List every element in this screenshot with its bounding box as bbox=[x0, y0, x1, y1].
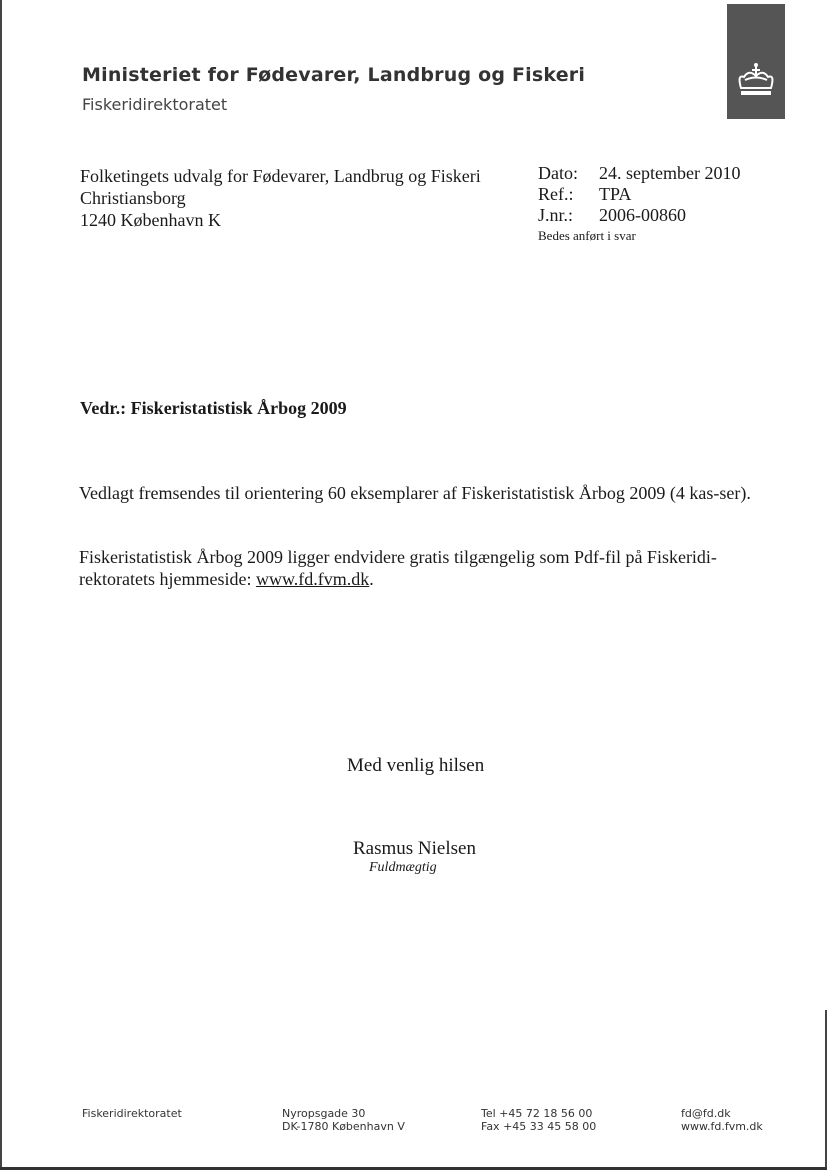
date-value: 24. september 2010 bbox=[599, 163, 741, 183]
ref-value: TPA bbox=[599, 184, 632, 204]
jnr-row bbox=[538, 205, 740, 226]
ref-row bbox=[538, 184, 740, 205]
body-paragraph-1: Vedlagt fremsendes til orientering 60 eksemplarer af Fiskeristatistisk Årbog 2009 (4 kas-ser). bbox=[79, 483, 751, 503]
footer-department-name: Fiskeridirektoratet bbox=[82, 1107, 182, 1120]
ministry-title: Ministeriet for Fødevarer, Landbrug og Fiskeri bbox=[82, 64, 586, 86]
body-paragraph-2-end: . bbox=[369, 569, 374, 589]
footer-city: DK-1780 København V bbox=[282, 1120, 405, 1133]
footer-website[interactable]: www.fd.fvm.dk bbox=[681, 1120, 763, 1133]
jnr-value: 2006-00860 bbox=[599, 205, 686, 225]
ref-label: Ref.: bbox=[538, 184, 574, 204]
footer-street: Nyropsgade 30 bbox=[282, 1107, 366, 1120]
scan-edge-left bbox=[0, 0, 2, 1170]
recipient-address bbox=[80, 165, 481, 231]
recipient-line2: Christiansborg bbox=[80, 188, 186, 208]
recipient-line3: 1240 København K bbox=[80, 210, 221, 230]
signer-title: Fuldmægtig bbox=[369, 860, 437, 875]
royal-crown-icon bbox=[727, 4, 785, 119]
footer-email[interactable]: fd@fd.dk bbox=[681, 1107, 731, 1120]
subject-line: Vedr.: Fiskeristatistisk Årbog 2009 bbox=[80, 398, 347, 418]
footer-tel: Tel +45 72 18 56 00 bbox=[481, 1107, 593, 1120]
reference-note: Bedes anført i svar bbox=[538, 228, 636, 243]
footer-phone bbox=[481, 1107, 596, 1133]
date-row bbox=[538, 163, 740, 184]
footer-department bbox=[82, 1107, 182, 1120]
body-paragraph-2-text: Fiskeristatistisk Årbog 2009 ligger endvidere gratis tilgængelig som Pdf-fil på Fiskeridi-rektoratets hjemmeside: bbox=[79, 547, 717, 589]
website-link[interactable]: www.fd.fvm.dk bbox=[255, 569, 370, 589]
signer-name: Rasmus Nielsen bbox=[353, 838, 476, 859]
letter-meta bbox=[538, 163, 740, 243]
footer-address bbox=[282, 1107, 405, 1133]
recipient-line1: Folketingets udvalg for Fødevarer, Landbrug og Fiskeri bbox=[80, 166, 481, 186]
department-name: Fiskeridirektoratet bbox=[82, 95, 228, 114]
jnr-label: J.nr.: bbox=[538, 205, 574, 225]
date-label: Dato: bbox=[538, 163, 578, 183]
body-paragraph-2 bbox=[79, 546, 759, 590]
footer-fax: Fax +45 33 45 58 00 bbox=[481, 1120, 597, 1133]
closing-greeting: Med venlig hilsen bbox=[347, 755, 485, 776]
footer-contact bbox=[681, 1107, 763, 1133]
